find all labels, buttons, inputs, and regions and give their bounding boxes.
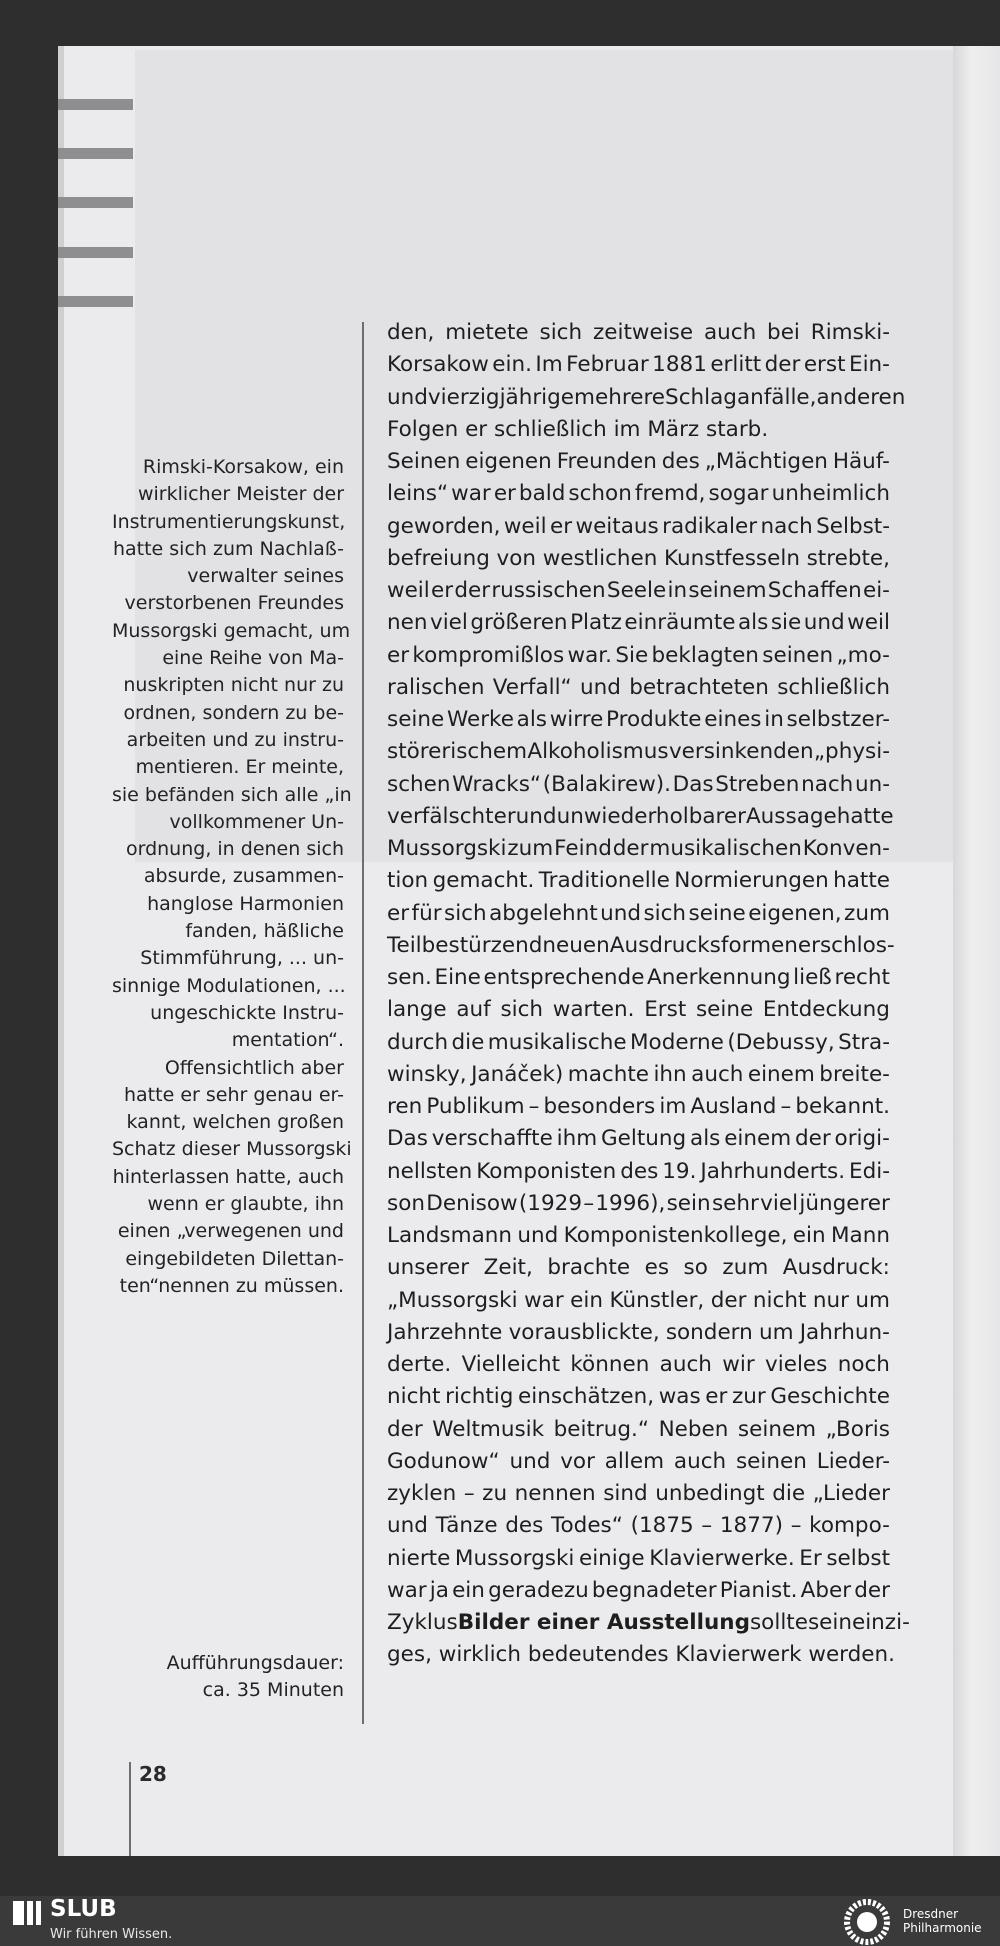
text-line: derte. Vielleicht können auch wir vieles noch: [387, 1352, 890, 1377]
sidebar-line: kannt, welchen großen: [126, 1111, 344, 1134]
sidebar-line: Instrumentierungskunst,: [112, 510, 346, 533]
text-line: sen. Eine entsprechende Anerkennung ließ recht: [387, 965, 890, 990]
sidebar-line: wirklicher Meister der: [137, 483, 344, 506]
text-line: schen Wracks“ (Balakirew). Das Streben nach un-: [387, 771, 890, 797]
text-line: der Weltmusik beitrug.“ Neben seinem „Boris: [387, 1416, 890, 1442]
text-line: ren Publikum – besonders im Ausland – bekannt.: [387, 1094, 890, 1119]
dp-name-line1: Dresdner: [903, 1907, 959, 1921]
text-line: son Denisow (1929 – 1996), sein sehr viel jüngerer: [387, 1190, 890, 1216]
page-edge-right: [953, 46, 1000, 1856]
text-line: Mussorgski zum Feind der musikalischen Konven-: [387, 836, 890, 861]
text-line: ralischen Verfall“ und betrachteten schließlich: [387, 674, 890, 700]
body-text: [387, 317, 910, 1672]
duration-label: Aufführungsdauer:: [166, 1652, 344, 1674]
text-line: nierte Mussorgski einige Klavierwerke. Er selbst: [387, 1545, 890, 1571]
sidebar-line: mentation“.: [231, 1029, 344, 1052]
slub-logo-icon: [12, 1899, 42, 1927]
performance-duration: [112, 1650, 344, 1705]
column-divider: [362, 322, 364, 1724]
text-line: weil er der russischen Seele in seinem Schaffen ei-: [387, 578, 890, 603]
text-line: Das verschaffte ihm Geltung als einem der origi-: [387, 1126, 890, 1152]
sidebar-line: Offensichtlich aber: [164, 1056, 344, 1079]
text-line: und Tänze des Todes“ (1875 – 1877) – kompo-: [387, 1513, 890, 1539]
text-line: Landsmann und Komponistenkollege, ein Mann: [387, 1223, 890, 1248]
page-edge-left: [58, 46, 64, 1856]
dp-name-line2: Philharmonie: [903, 1921, 982, 1935]
sidebar-line: arbeiten und zu instru-: [126, 728, 344, 751]
sidebar-line: ordnung, in denen sich: [125, 838, 344, 861]
thumb-tab-mark: [58, 247, 133, 258]
sidebar-line: mentieren. Er meinte,: [135, 756, 344, 779]
text-line: undvierzigjährige mehrere Schlaganfälle, an deren: [387, 384, 906, 410]
sidebar-line: wenn er glaubte, ihn: [147, 1193, 344, 1216]
text-line: befreiung von westlichen Kunstfesseln strebte,: [387, 545, 890, 571]
text-line: Jahrzehnte vorausblickte, sondern um Jahrhun-: [387, 1319, 890, 1345]
text-line: störerischem Alkoholismus versinkenden „physi-: [387, 739, 890, 765]
sidebar-line: einen „verwegenen und: [117, 1220, 344, 1243]
text-line: seine Werke als wirre Produkte eines in selbstzer-: [387, 707, 890, 732]
sidebar-line: hinterlassen hatte, auch: [112, 1165, 344, 1188]
thumb-tab-mark: [58, 99, 133, 110]
text-line: Teil bestürzend neuen Ausdrucksformen erschlos-: [387, 932, 895, 958]
text-line: nicht richtig einschätzen, was er zur Geschichte: [387, 1384, 890, 1410]
text-line: nellsten Komponisten des 19. Jahrhunderts. Edi-: [387, 1158, 890, 1184]
text-line: er kompromißlos war. Sie beklagten seinen „mo-: [387, 642, 890, 668]
text-line: tion gemacht. Traditionelle Normierungen hatte: [387, 868, 890, 894]
duration-value: ca. 35 Minuten: [202, 1679, 344, 1702]
text-line: Folgen er schließlich im März starb.: [387, 416, 769, 442]
dresdner-philharmonie-name: [903, 1907, 982, 1935]
text-line: durch die musikalische Moderne (Debussy, Stra-: [387, 1029, 890, 1055]
text-line: verfälschter und unwiederholbarer Aussage hatte: [387, 803, 894, 829]
sidebar-line: eine Reihe von Ma-: [162, 647, 344, 670]
page-number: 28: [139, 1762, 167, 1786]
text-line: er für sich abgelehnt und sich seine eigenen, zum: [387, 900, 890, 926]
text-line: lange auf sich warten. Erst seine Entdeckung: [387, 997, 890, 1023]
sidebar-line: ordnen, sondern zu be-: [123, 701, 344, 724]
sidebar-line: sie befänden sich alle „in: [112, 783, 352, 806]
sidebar-line: Schatz dieser Mussorgski: [112, 1138, 352, 1161]
sidebar-line: Rimski-Korsakow, ein: [142, 456, 344, 478]
text-line: geworden, weil er weitaus radikaler nach Selbst-: [387, 513, 890, 539]
text-line: ges, wirklich bedeutendes Klavierwerk werden.: [387, 1642, 895, 1668]
sidebar-line: hatte er sehr genau er-: [124, 1083, 344, 1106]
sidebar-line: nuskripten nicht nur zu: [123, 674, 344, 697]
text-line: Zyklus Bilder einer Ausstellung sollte sein einzi-: [387, 1610, 910, 1635]
sidebar-line: Stimmführung, ... un-: [140, 947, 344, 970]
text-line: nen viel größeren Platz einräumte als sie und weil: [387, 610, 890, 636]
slub-tagline: Wir führen Wissen.: [50, 1927, 173, 1942]
sidebar-line: hatte sich zum Nachlaß-: [112, 537, 344, 560]
sidebar-line: verstorbenen Freundes: [124, 592, 344, 615]
sidebar-line: verwalter seines: [187, 565, 344, 588]
sidebar-line: hanglose Harmonien: [147, 892, 344, 915]
thumb-tab-mark: [58, 296, 133, 307]
sidebar-line: eingebildeten Dilettan-: [125, 1247, 344, 1270]
sidebar-line: sinnige Modulationen, ...: [112, 974, 346, 997]
text-line: unserer Zeit, brachte es so zum Ausdruck:: [387, 1255, 890, 1281]
thumb-tab-mark: [58, 197, 133, 208]
sidebar-line: absurde, zusammen-: [143, 865, 344, 888]
footer-divider: [129, 1762, 131, 1856]
text-line: winsky, Janáček) machte ihn auch einem breite-: [387, 1061, 890, 1087]
text-line: den, mietete sich zeitweise auch bei Rimski-: [387, 320, 890, 345]
text-line: war ja ein geradezu begnadeter Pianist. Aber der: [387, 1577, 890, 1603]
text-line: leins“ war er bald schon fremd, sogar unheimlich: [387, 481, 890, 507]
text-line: „Mussorgski war ein Künstler, der nicht nur um: [387, 1287, 890, 1313]
sidebar-line: vollkommener Un-: [169, 810, 344, 833]
sidebar-note: [112, 454, 352, 1300]
text-line: Korsakow ein. Im Februar 1881 erlitt der erst Ein-: [387, 352, 890, 378]
thumb-tab-mark: [58, 148, 133, 159]
text-line: Godunow“ und vor allem auch seinen Lieder-: [387, 1448, 890, 1474]
sidebar-line: ten“nennen zu müssen.: [119, 1274, 344, 1297]
sidebar-line: ungeschickte Instru-: [150, 1001, 344, 1024]
text-line: Seinen eigenen Freunden des „Mächtigen Häuf-: [387, 449, 890, 474]
sidebar-line: fanden, häßliche: [185, 920, 344, 943]
slub-name: SLUB: [50, 1896, 117, 1922]
text-line: zyklen – zu nennen sind unbedingt die „Lieder: [387, 1481, 890, 1506]
dresdner-philharmonie-logo-icon: [842, 1898, 892, 1946]
sidebar-line: Mussorgski gemacht, um: [112, 619, 351, 642]
